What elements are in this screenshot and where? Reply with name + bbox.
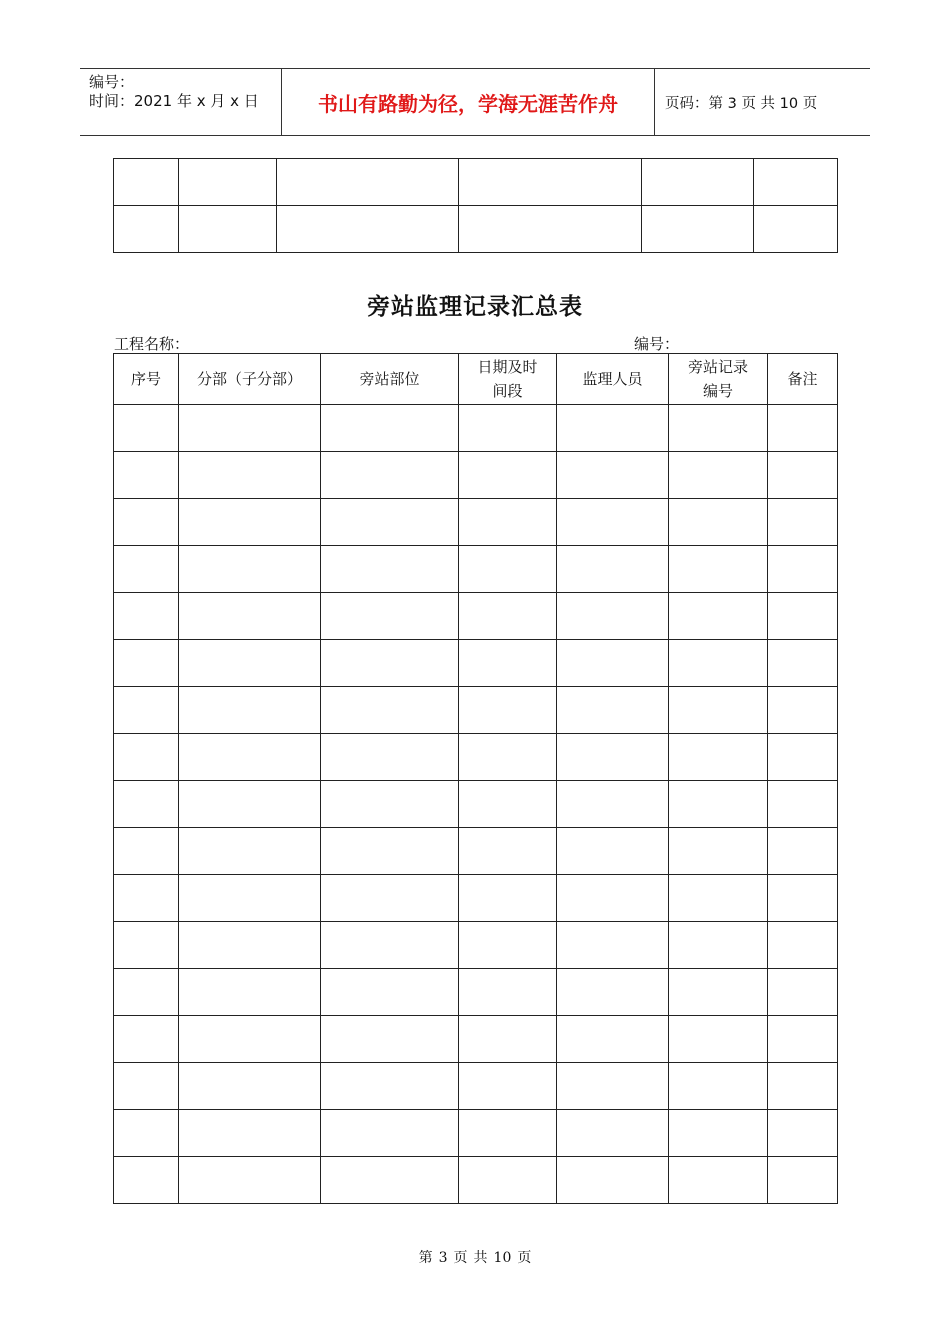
table-cell [321,1016,459,1063]
table-cell [321,1157,459,1204]
header-number-label: 编号： [89,73,135,91]
table-cell [669,499,768,546]
table-cell [321,922,459,969]
table-row [114,452,838,499]
col-header-division: 分部（子分部） [179,354,321,405]
number-label: 编号： [634,335,680,353]
table-cell [557,875,669,922]
table-cell [459,405,557,452]
table-cell [179,499,321,546]
table-cell [114,781,179,828]
table-cell [768,922,838,969]
col-header-location: 旁站部位 [321,354,459,405]
table-cell [459,1063,557,1110]
table-cell [669,593,768,640]
table-cell [459,687,557,734]
table-cell [114,593,179,640]
table-cell [768,546,838,593]
table-cell [321,781,459,828]
table-cell [114,734,179,781]
table-cell [557,828,669,875]
table-row [114,828,838,875]
table-cell [459,781,557,828]
table-cell [768,828,838,875]
table-cell [669,452,768,499]
table-cell [179,922,321,969]
table-cell [179,640,321,687]
table-cell [179,546,321,593]
table-cell [114,499,179,546]
table-cell [179,593,321,640]
footer-total-pages: 10 [493,1250,512,1266]
table-cell [768,640,838,687]
table-cell [557,546,669,593]
table-cell [669,1016,768,1063]
table-cell [179,1016,321,1063]
col-header-remarks: 备注 [768,354,838,405]
col-header-supervisor: 监理人员 [557,354,669,405]
page-footer: 第 3 页 共 10 页 [418,1250,532,1266]
table-cell [557,1063,669,1110]
table-cell [321,969,459,1016]
table-cell [114,828,179,875]
table-cell [179,875,321,922]
table-cell [459,593,557,640]
col-header-record-number: 旁站记录 编号 [669,354,768,405]
table-header-row [114,354,838,405]
col-header-datetime: 日期及时 间段 [459,354,557,405]
table-cell [321,687,459,734]
header-motto: 书山有路勤为径，学海无涯苦作舟 [282,69,655,135]
table-row [114,1063,838,1110]
table-cell [459,640,557,687]
table-cell [459,546,557,593]
table-body [114,405,838,1204]
table-cell [557,734,669,781]
table-cell [459,969,557,1016]
table-cell [179,1157,321,1204]
table-cell [557,593,669,640]
table-cell [459,499,557,546]
table-cell [179,828,321,875]
table-cell [557,687,669,734]
table-cell [459,452,557,499]
table-cell [114,1063,179,1110]
table-cell [179,781,321,828]
page-header [80,68,870,136]
header-meta [80,69,282,135]
table-cell [114,1157,179,1204]
table-row [114,159,838,206]
table-cell [179,687,321,734]
table-cell [669,734,768,781]
table-cell [669,922,768,969]
summary-table [113,353,838,1204]
table-cell [114,969,179,1016]
table-cell [768,1016,838,1063]
table-cell [669,875,768,922]
table-cell [321,405,459,452]
table-cell [768,969,838,1016]
table-row [114,969,838,1016]
table-cell [557,452,669,499]
table-cell [459,1016,557,1063]
col-header-index: 序号 [114,354,179,405]
table-cell [321,1110,459,1157]
table-cell [179,405,321,452]
table-cell [669,1157,768,1204]
table-cell [557,969,669,1016]
header-time-label: 时间：2021 年 x 月 x 日 [89,92,259,110]
table-cell [321,593,459,640]
table-cell [459,828,557,875]
table-row [114,499,838,546]
table-cell [557,1110,669,1157]
table-cell [669,405,768,452]
header-page-info: 页码：第 3 页 共 10 页 [665,95,818,112]
table-cell [459,922,557,969]
table-row [114,687,838,734]
table-cell [179,1063,321,1110]
table-cell [557,499,669,546]
table-cell [114,922,179,969]
project-name-label: 工程名称： [114,335,190,353]
table-cell [669,1063,768,1110]
table-cell [321,499,459,546]
table-cell [459,734,557,781]
table-cell [768,452,838,499]
table-row [114,405,838,452]
table-cell [768,593,838,640]
table-cell [768,1063,838,1110]
table-cell [669,1110,768,1157]
table-cell [321,546,459,593]
table-cell [557,1157,669,1204]
previous-table-fragment [113,158,838,253]
table-row [114,640,838,687]
table-cell [114,452,179,499]
table-row [114,1110,838,1157]
table-cell [114,1016,179,1063]
table-cell [114,640,179,687]
table-cell [321,734,459,781]
table-cell [179,1110,321,1157]
document-title: 旁站监理记录汇总表 [367,293,583,320]
table-cell [768,1110,838,1157]
table-cell [669,828,768,875]
table-cell [768,405,838,452]
table-row [114,1157,838,1204]
table-cell [768,1157,838,1204]
table-cell [179,452,321,499]
table-cell [557,781,669,828]
table-row [114,206,838,253]
footer-page-number: 3 [438,1250,448,1266]
table-row [114,734,838,781]
table-cell [321,640,459,687]
table-cell [669,546,768,593]
table-cell [768,499,838,546]
table-cell [321,828,459,875]
table-row [114,922,838,969]
table-cell [557,1016,669,1063]
table-cell [321,875,459,922]
table-row [114,593,838,640]
table-cell [557,922,669,969]
table-cell [557,405,669,452]
table-cell [114,687,179,734]
table-cell [669,687,768,734]
table-row [114,781,838,828]
table-cell [669,640,768,687]
table-cell [768,875,838,922]
table-row [114,875,838,922]
table-cell [179,969,321,1016]
table-cell [459,875,557,922]
table-cell [114,875,179,922]
table-cell [669,969,768,1016]
table-cell [114,546,179,593]
table-cell [321,452,459,499]
table-cell [459,1157,557,1204]
table-row [114,1016,838,1063]
table-cell [114,1110,179,1157]
table-cell [768,687,838,734]
table-cell [557,640,669,687]
table-cell [321,1063,459,1110]
table-cell [669,781,768,828]
table-cell [114,405,179,452]
table-cell [768,781,838,828]
table-row [114,546,838,593]
table-cell [459,1110,557,1157]
table-cell [179,734,321,781]
table-cell [768,734,838,781]
